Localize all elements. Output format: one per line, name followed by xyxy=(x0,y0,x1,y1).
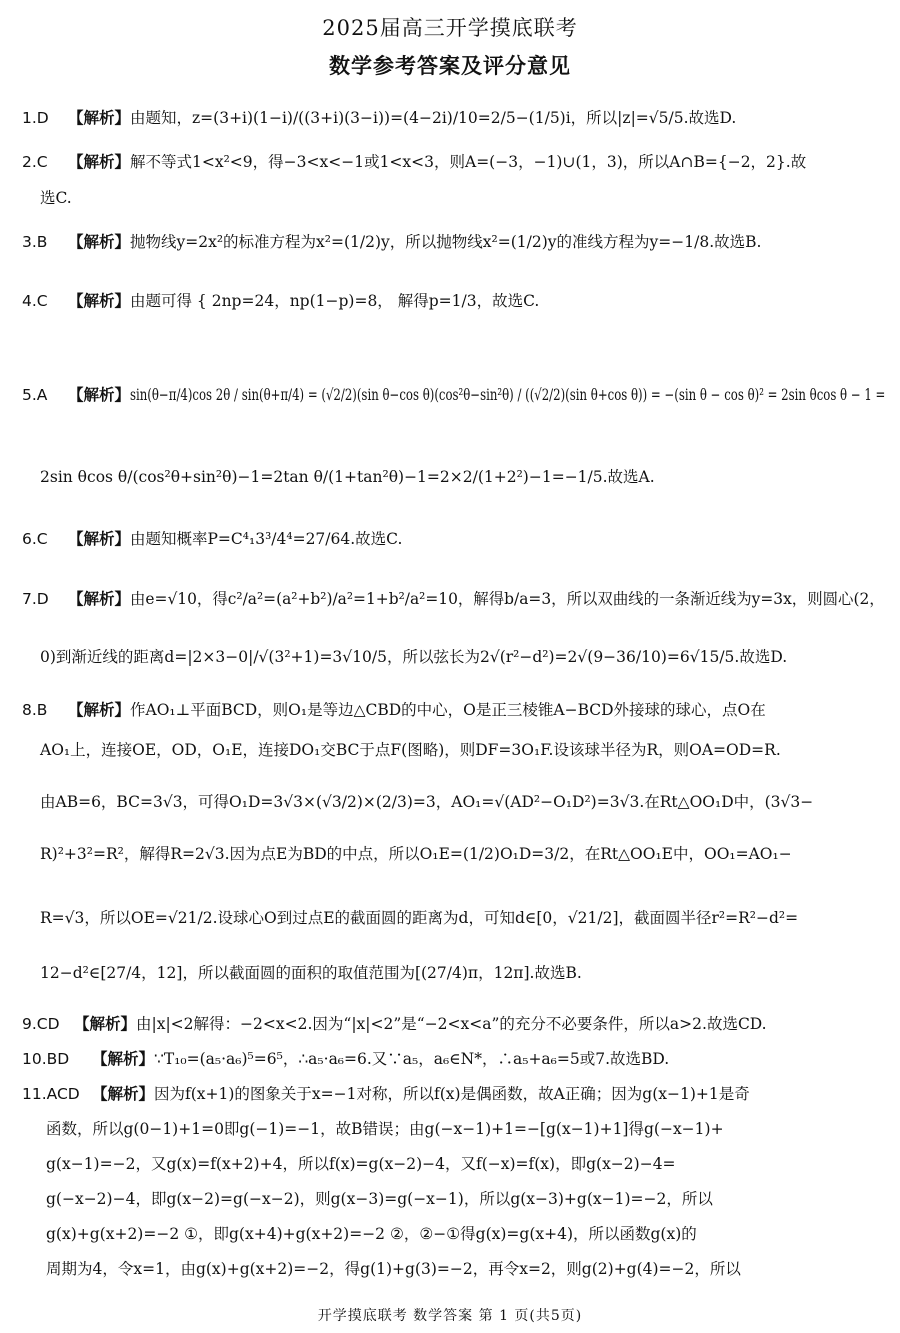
answer-text: 由AB=6，BC=3√3，可得O₁D=3√3×(√3/2)×(2/3)=3，AO₁=√(AD²−O₁D²)=3√3.在Rt△OO₁D中，(3√3− xyxy=(40,793,814,811)
answer-text: R)²+3²=R²，解得R=2√3.因为点E为BD的中点，所以O₁E=(1/2)O₁D=3/2，在Rt△OO₁E中，OO₁=AO₁− xyxy=(40,845,792,863)
answer-number: 11.ACD xyxy=(22,1085,80,1103)
answer-number: 4.C xyxy=(22,292,48,310)
answer-text: AO₁上，连接OE，OD，O₁E，连接DO₁交BC于点F(图略)，则DF=3O₁F.设该球半径为R，则OA=OD=R. xyxy=(40,741,781,759)
answer-text: 因为f(x+1)的图象关于x=−1对称，所以f(x)是偶函数，故A正确；因为g(x−1)+1是奇 xyxy=(154,1085,750,1103)
analysis-tag: 【解析】 xyxy=(92,1050,155,1068)
answer-number: 2.C xyxy=(22,153,48,171)
answer-text: 0)到渐近线的距离d=|2×3−0|/√(3²+1)=3√10/5，所以弦长为2√(r²−d²)=2√(9−36/10)=6√15/5.故选D. xyxy=(40,648,788,666)
answer-text: 由e=√10，得c²/a²=(a²+b²)/a²=1+b²/a²=10，解得b/a=3，所以双曲线的一条渐近线为y=3x，则圆心(2， xyxy=(130,590,885,608)
answer-number: 1.D xyxy=(22,109,49,127)
analysis-tag: 【解析】 xyxy=(68,233,131,251)
answer-text: 抛物线y=2x²的标准方程为x²=(1/2)y，所以抛物线x²=(1/2)y的准线方程为y=−1/8.故选B. xyxy=(130,233,762,251)
answer-key-subtitle: 数学参考答案及评分意见 xyxy=(329,54,571,78)
answer-text: 12−d²∈[27/4，12]，所以截面圆的面积的取值范围为[(27/4)π，12π].故选B. xyxy=(40,964,582,982)
answer-text: sin(θ−π/4)cos 2θ / sin(θ+π/4) = (√2/2)(sin θ−cos θ)(cos²θ−sin²θ) / ((√2/2)(sin θ+cos θ)) = −(sin θ − cos θ)² = 2sin θcos θ − 1 = xyxy=(130,386,886,404)
answer-number: 3.B xyxy=(22,233,48,251)
answer-text: g(x)+g(x+2)=−2 ①，即g(x+4)+g(x+2)=−2 ②，②−①得g(x)=g(x+4)，所以函数g(x)的 xyxy=(46,1225,697,1243)
answer-text: g(−x−2)−4，即g(x−2)=g(−x−2)，则g(x−3)=g(−x−1)，所以g(x−3)+g(x−1)=−2，所以 xyxy=(46,1190,713,1208)
answer-number: 5.A xyxy=(22,386,48,404)
analysis-tag: 【解析】 xyxy=(68,590,131,608)
answer-text: 函数，所以g(0−1)+1=0即g(−1)=−1，故B错误；由g(−x−1)+1=−[g(x−1)+1]得g(−x−1)+ xyxy=(46,1120,724,1138)
page-footer: 开学摸底联考 数学答案 第 1 页(共5页) xyxy=(317,1308,583,1324)
answer-text: 周期为4，令x=1，由g(x)+g(x+2)=−2，得g(1)+g(3)=−2，再令x=2，则g(2)+g(4)=−2，所以 xyxy=(46,1260,741,1278)
answer-text: ∵T₁₀=(a₅·a₆)⁵=6⁵，∴a₅·a₆=6.又∵a₅，a₆∈N*，∴a₅+a₆=5或7.故选BD. xyxy=(154,1050,670,1068)
answer-text: R=√3，所以OE=√21/2.设球心O到过点E的截面圆的距离为d，可知d∈[0，√21/2]，截面圆半径r²=R²−d²= xyxy=(40,909,799,927)
analysis-tag: 【解析】 xyxy=(68,386,131,404)
exam-title: 2025届高三开学摸底联考 xyxy=(322,16,578,40)
analysis-tag: 【解析】 xyxy=(74,1015,137,1033)
analysis-tag: 【解析】 xyxy=(68,530,131,548)
answer-text: 2sin θcos θ/(cos²θ+sin²θ)−1=2tan θ/(1+tan²θ)−1=2×2/(1+2²)−1=−1/5.故选A. xyxy=(40,468,655,486)
answer-text: 作AO₁⊥平面BCD，则O₁是等边△CBD的中心，O是正三棱锥A−BCD外接球的球心，点O在 xyxy=(130,701,766,719)
answer-number: 9.CD xyxy=(22,1015,60,1033)
answer-text: 由|x|<2解得：−2<x<2.因为“|x|<2”是“−2<x<a”的充分不必要条件，所以a>2.故选CD. xyxy=(136,1015,767,1033)
answer-number: 8.B xyxy=(22,701,48,719)
analysis-tag: 【解析】 xyxy=(68,701,131,719)
answer-text: 选C. xyxy=(40,189,72,207)
analysis-tag: 【解析】 xyxy=(68,153,131,171)
answer-text: 由题知概率P=C⁴₁3³/4⁴=27/64.故选C. xyxy=(130,530,403,548)
answer-text: g(x−1)=−2，又g(x)=f(x+2)+4，所以f(x)=g(x−2)−4，又f(−x)=f(x)，即g(x−2)−4= xyxy=(46,1155,676,1173)
answer-number: 6.C xyxy=(22,530,48,548)
answer-number: 7.D xyxy=(22,590,49,608)
analysis-tag: 【解析】 xyxy=(92,1085,155,1103)
analysis-tag: 【解析】 xyxy=(68,292,131,310)
answer-number: 10.BD xyxy=(22,1050,70,1068)
answer-text: 解不等式1<x²<9，得−3<x<−1或1<x<3，则A=(−3，−1)∪(1，3)，所以A∩B={−2，2}.故 xyxy=(130,153,807,171)
answer-text: 由题可得 { 2np=24，np(1−p)=8， 解得p=1/3，故选C. xyxy=(130,292,540,310)
analysis-tag: 【解析】 xyxy=(68,109,131,127)
answer-text: 由题知，z=(3+i)(1−i)/((3+i)(3−i))=(4−2i)/10=2/5−(1/5)i，所以|z|=√5/5.故选D. xyxy=(130,109,737,127)
